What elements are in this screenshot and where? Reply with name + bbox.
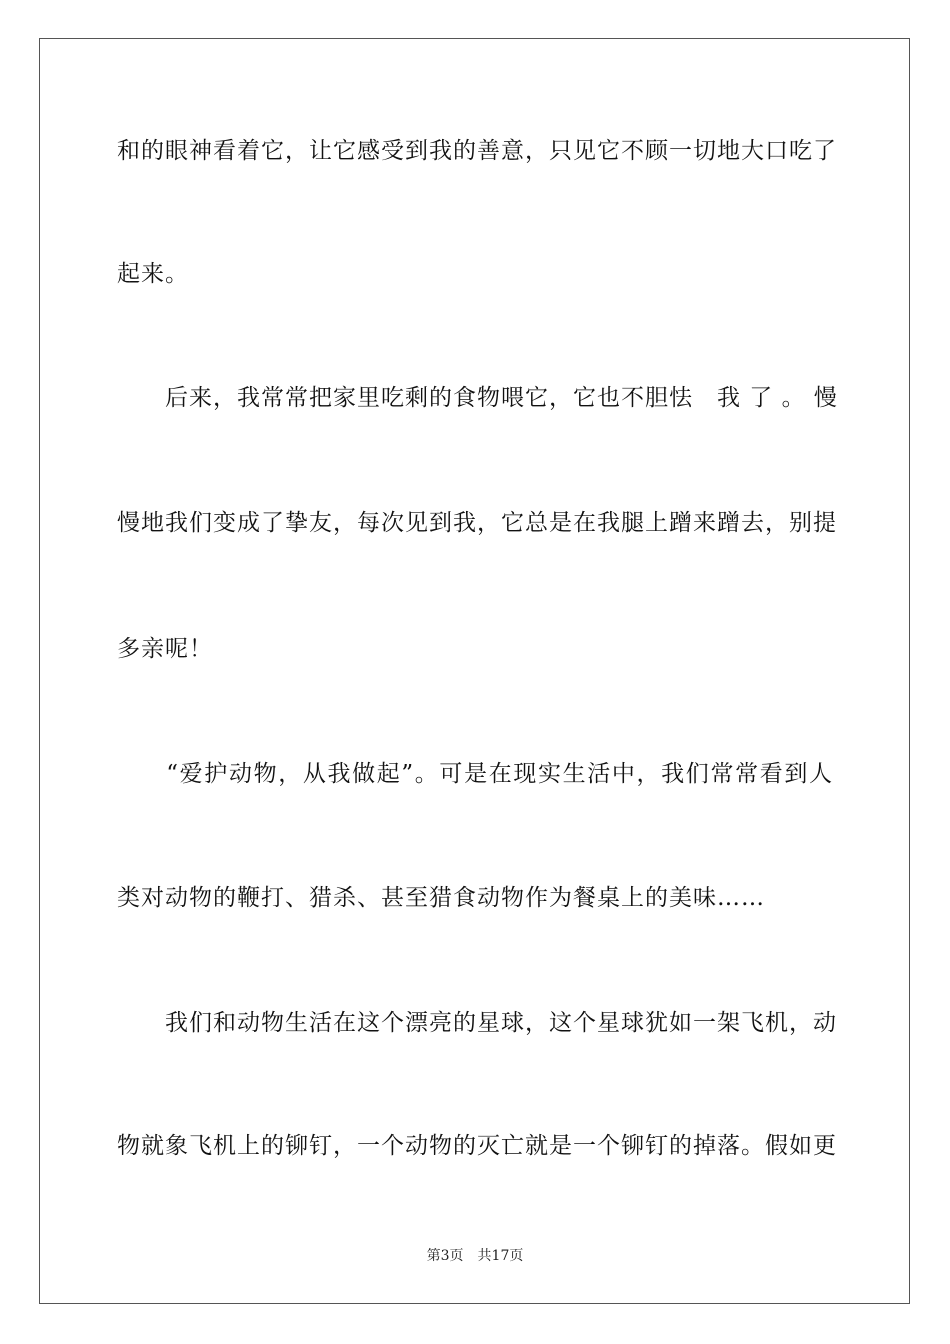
text-line-2: 起来。	[117, 261, 189, 287]
text-line-4: 慢地我们变成了挚友，每次见到我，它总是在我腿上蹭来蹭去，别提	[117, 510, 837, 536]
page-total: 共17页	[477, 1248, 524, 1264]
text-line-8: 我们和动物生活在这个漂亮的星球，这个星球犹如一架飞机，动	[117, 1010, 837, 1036]
text-line-9: 物就象飞机上的铆钉，一个动物的灭亡就是一个铆钉的掉落。假如更	[117, 1133, 837, 1159]
text-line-1: 和的眼神看着它，让它感受到我的善意，只见它不顾一切地大口吃了	[117, 138, 837, 164]
page-footer	[0, 1247, 950, 1265]
text-line-7: 类对动物的鞭打、猎杀、甚至猎食动物作为餐桌上的美味……	[117, 885, 765, 911]
page-number: 第3页	[426, 1248, 464, 1264]
text-line-3: 后来，我常常把家里吃剩的食物喂它，它也不胆怯 我 了 。 慢	[117, 385, 838, 411]
page-border	[39, 38, 910, 1304]
text-line-6: “爱护动物，从我做起”。可是在现实生活中，我们常常看到人	[117, 761, 833, 787]
text-line-5: 多亲呢！	[117, 636, 213, 662]
